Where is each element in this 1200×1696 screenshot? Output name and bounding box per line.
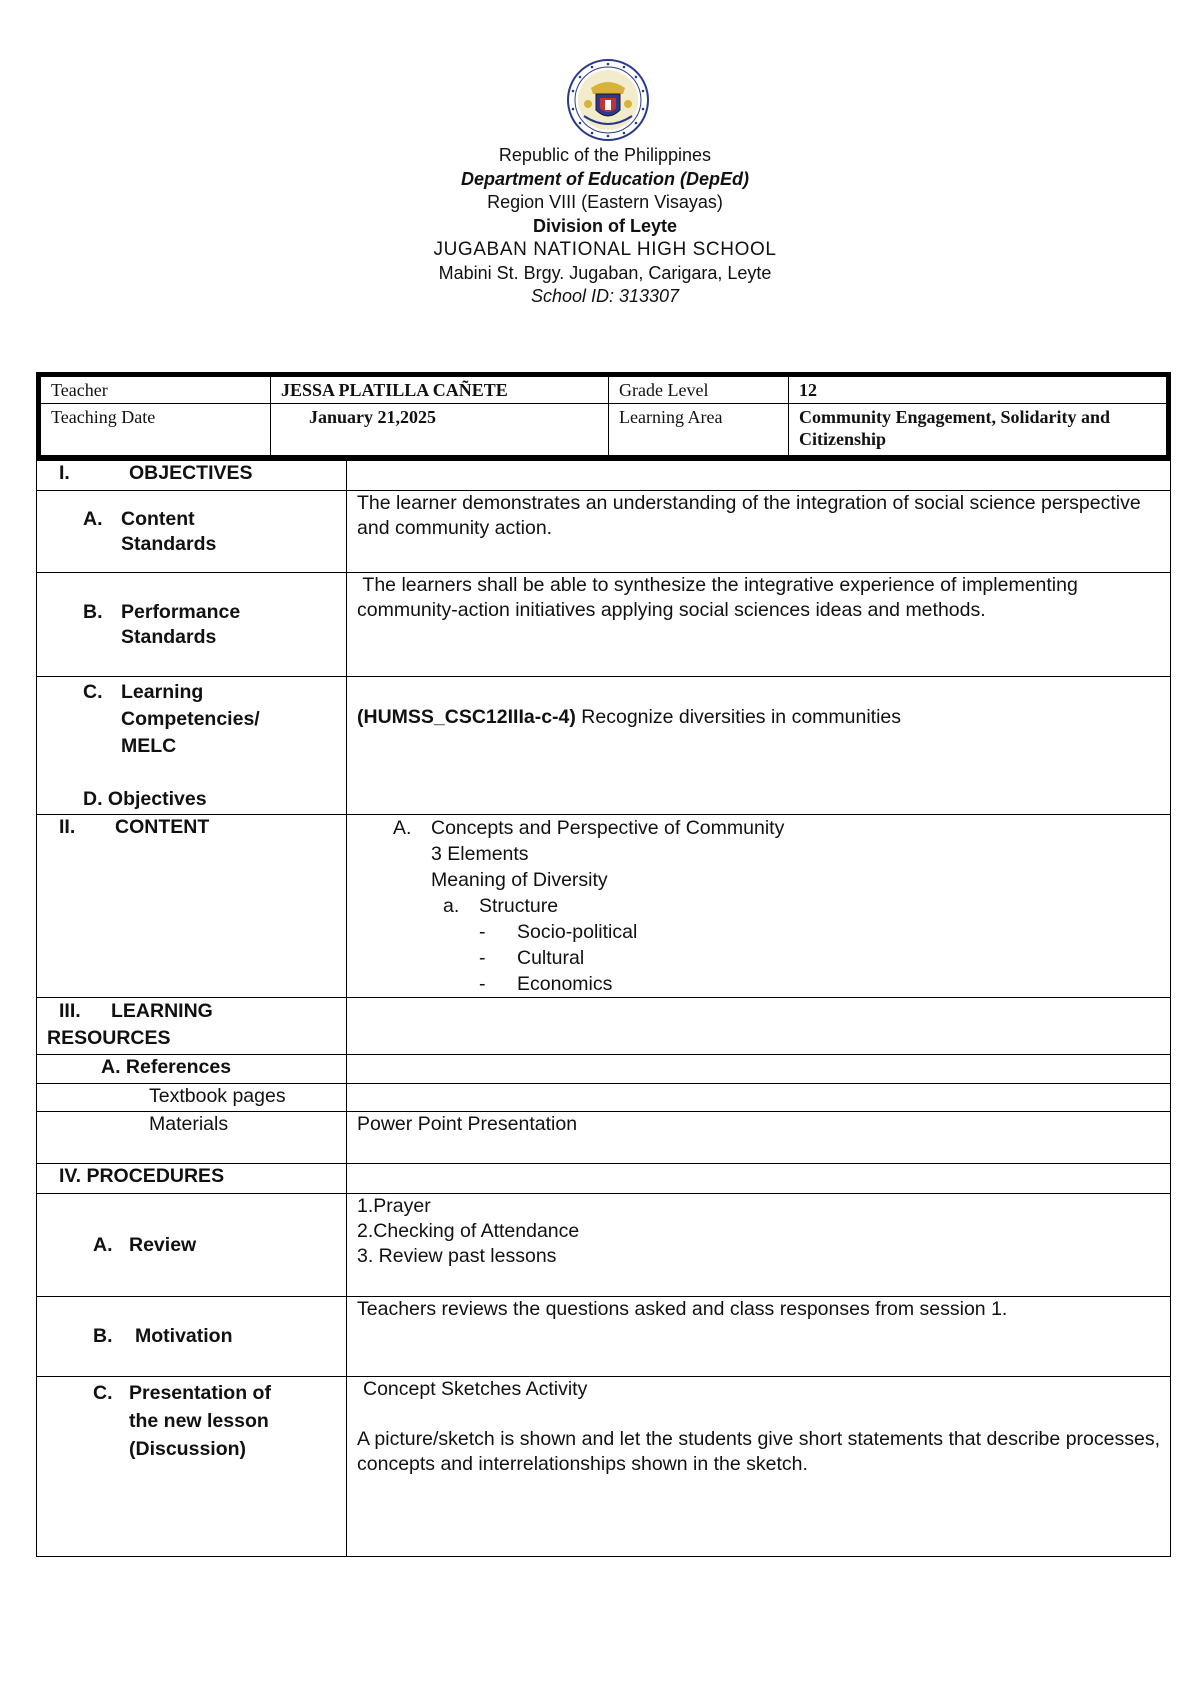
references-row [37,1055,1171,1084]
review-item-1: 1.Prayer [357,1195,431,1217]
objectives-d-label: D. Objectives [83,788,207,810]
outline-dash: - [479,921,486,943]
outline-elements: 3 Elements [431,843,529,865]
motivation-label: Motivation [135,1325,233,1347]
header-address: Mabini St. Brgy. Jugaban, Carigara, Leyte [438,262,772,283]
outline-diversity: Meaning of Diversity [431,869,608,891]
content-standards-text: The learner demonstrates an understanding of the integration of social science perspective and community action. [347,491,1171,573]
resources-row [37,998,1171,1055]
outline-a-number: A. [393,817,412,839]
competencies-number: C. [83,681,103,703]
content-title: CONTENT [115,816,210,838]
header-department: Department of Education (DepEd) [460,168,749,189]
competencies-row [37,677,1171,815]
review-number: A. [93,1233,113,1256]
outline-b-number: a. [443,895,460,917]
content-number: II. [59,816,76,838]
teacher-info-table [36,372,1171,460]
resources-title-2: RESOURCES [47,1027,171,1049]
presentation-row [37,1377,1171,1557]
performance-standards-text: The learners shall be able to synthesize the integrative experience of implementing community-action initiatives applying social sciences ideas and methods. [347,573,1171,677]
outline-b-text: Structure [479,895,559,917]
outline-dash: - [479,947,486,969]
materials-label: Materials [37,1112,347,1164]
lesson-plan-table [36,460,1171,1557]
outline-a-text: Concepts and Perspective of Community [431,817,785,839]
header-country: Republic of the Philippines [498,145,712,165]
competencies-label-3: MELC [121,735,177,757]
review-row [37,1194,1171,1297]
presentation-label-2: the new lesson [129,1410,269,1432]
deped-seal-logo [566,58,650,142]
review-item-3: 3. Review past lessons [357,1245,557,1267]
performance-standards-label: Performance Standards [121,600,241,648]
textbook-label: Textbook pages [37,1084,347,1112]
presentation-title: Concept Sketches Activity [363,1378,588,1400]
objectives-title: OBJECTIVES [129,462,253,484]
content-standards-label: Content Standards [121,507,217,555]
teacher-value: JESSA PLATILLA CAÑETE [271,377,609,404]
content-row [37,815,1171,998]
grade-level-label: Grade Level [609,377,789,404]
header-school: JUGABAN NATIONAL HIGH SCHOOL [433,239,777,260]
performance-standards-number: B. [83,600,103,623]
textbook-row [37,1084,1171,1112]
document-header [0,144,1200,309]
competencies-label-1: Learning [121,681,204,703]
content-standards-number: A. [83,507,103,530]
competencies-label-2: Competencies/ [121,708,260,730]
outline-economics: Economics [517,973,613,995]
presentation-number: C. [93,1382,113,1404]
objectives-number: I. [59,462,70,484]
motivation-row [37,1297,1171,1377]
teaching-date-value: January 21,2025 [271,404,609,456]
presentation-label-1: Presentation of [129,1382,271,1404]
materials-row [37,1112,1171,1164]
presentation-label-3: (Discussion) [129,1438,247,1460]
competency-code: (HUMSS_CSC12IIIa-c-4) [357,706,576,728]
grade-level-value: 12 [789,377,1167,404]
motivation-number: B. [93,1325,113,1347]
header-division: Division of Leyte [532,215,678,236]
outline-socio-political: Socio-political [517,921,638,943]
learning-area-value: Community Engagement, Solidarity and Citizenship [789,404,1167,456]
presentation-text: A picture/sketch is shown and let the students give short statements that describe processes, concepts and interrelationships shown in the sketch. [357,1428,1160,1475]
header-school-id: School ID: 313307 [530,286,680,306]
learning-area-label: Learning Area [609,404,789,456]
procedures-title: IV. PROCEDURES [37,1164,347,1194]
objectives-row [37,461,1171,491]
review-label: Review [129,1233,197,1256]
competency-text: Recognize diversities in communities [575,706,902,728]
references-label: A. References [37,1055,347,1084]
content-standards-row [37,491,1171,573]
resources-title-1: LEARNING [111,1000,213,1022]
teacher-label: Teacher [41,377,271,404]
motivation-text: Teachers reviews the questions asked and class responses from session 1. [347,1297,1171,1377]
procedures-row [37,1164,1171,1194]
review-item-2: 2.Checking of Attendance [357,1220,580,1242]
outline-cultural: Cultural [517,947,585,969]
outline-dash: - [479,973,486,995]
resources-number: III. [59,1000,81,1022]
teaching-date-label: Teaching Date [41,404,271,456]
header-region: Region VIII (Eastern Visayas) [487,192,723,212]
performance-standards-row [37,573,1171,677]
materials-text: Power Point Presentation [347,1112,1171,1164]
